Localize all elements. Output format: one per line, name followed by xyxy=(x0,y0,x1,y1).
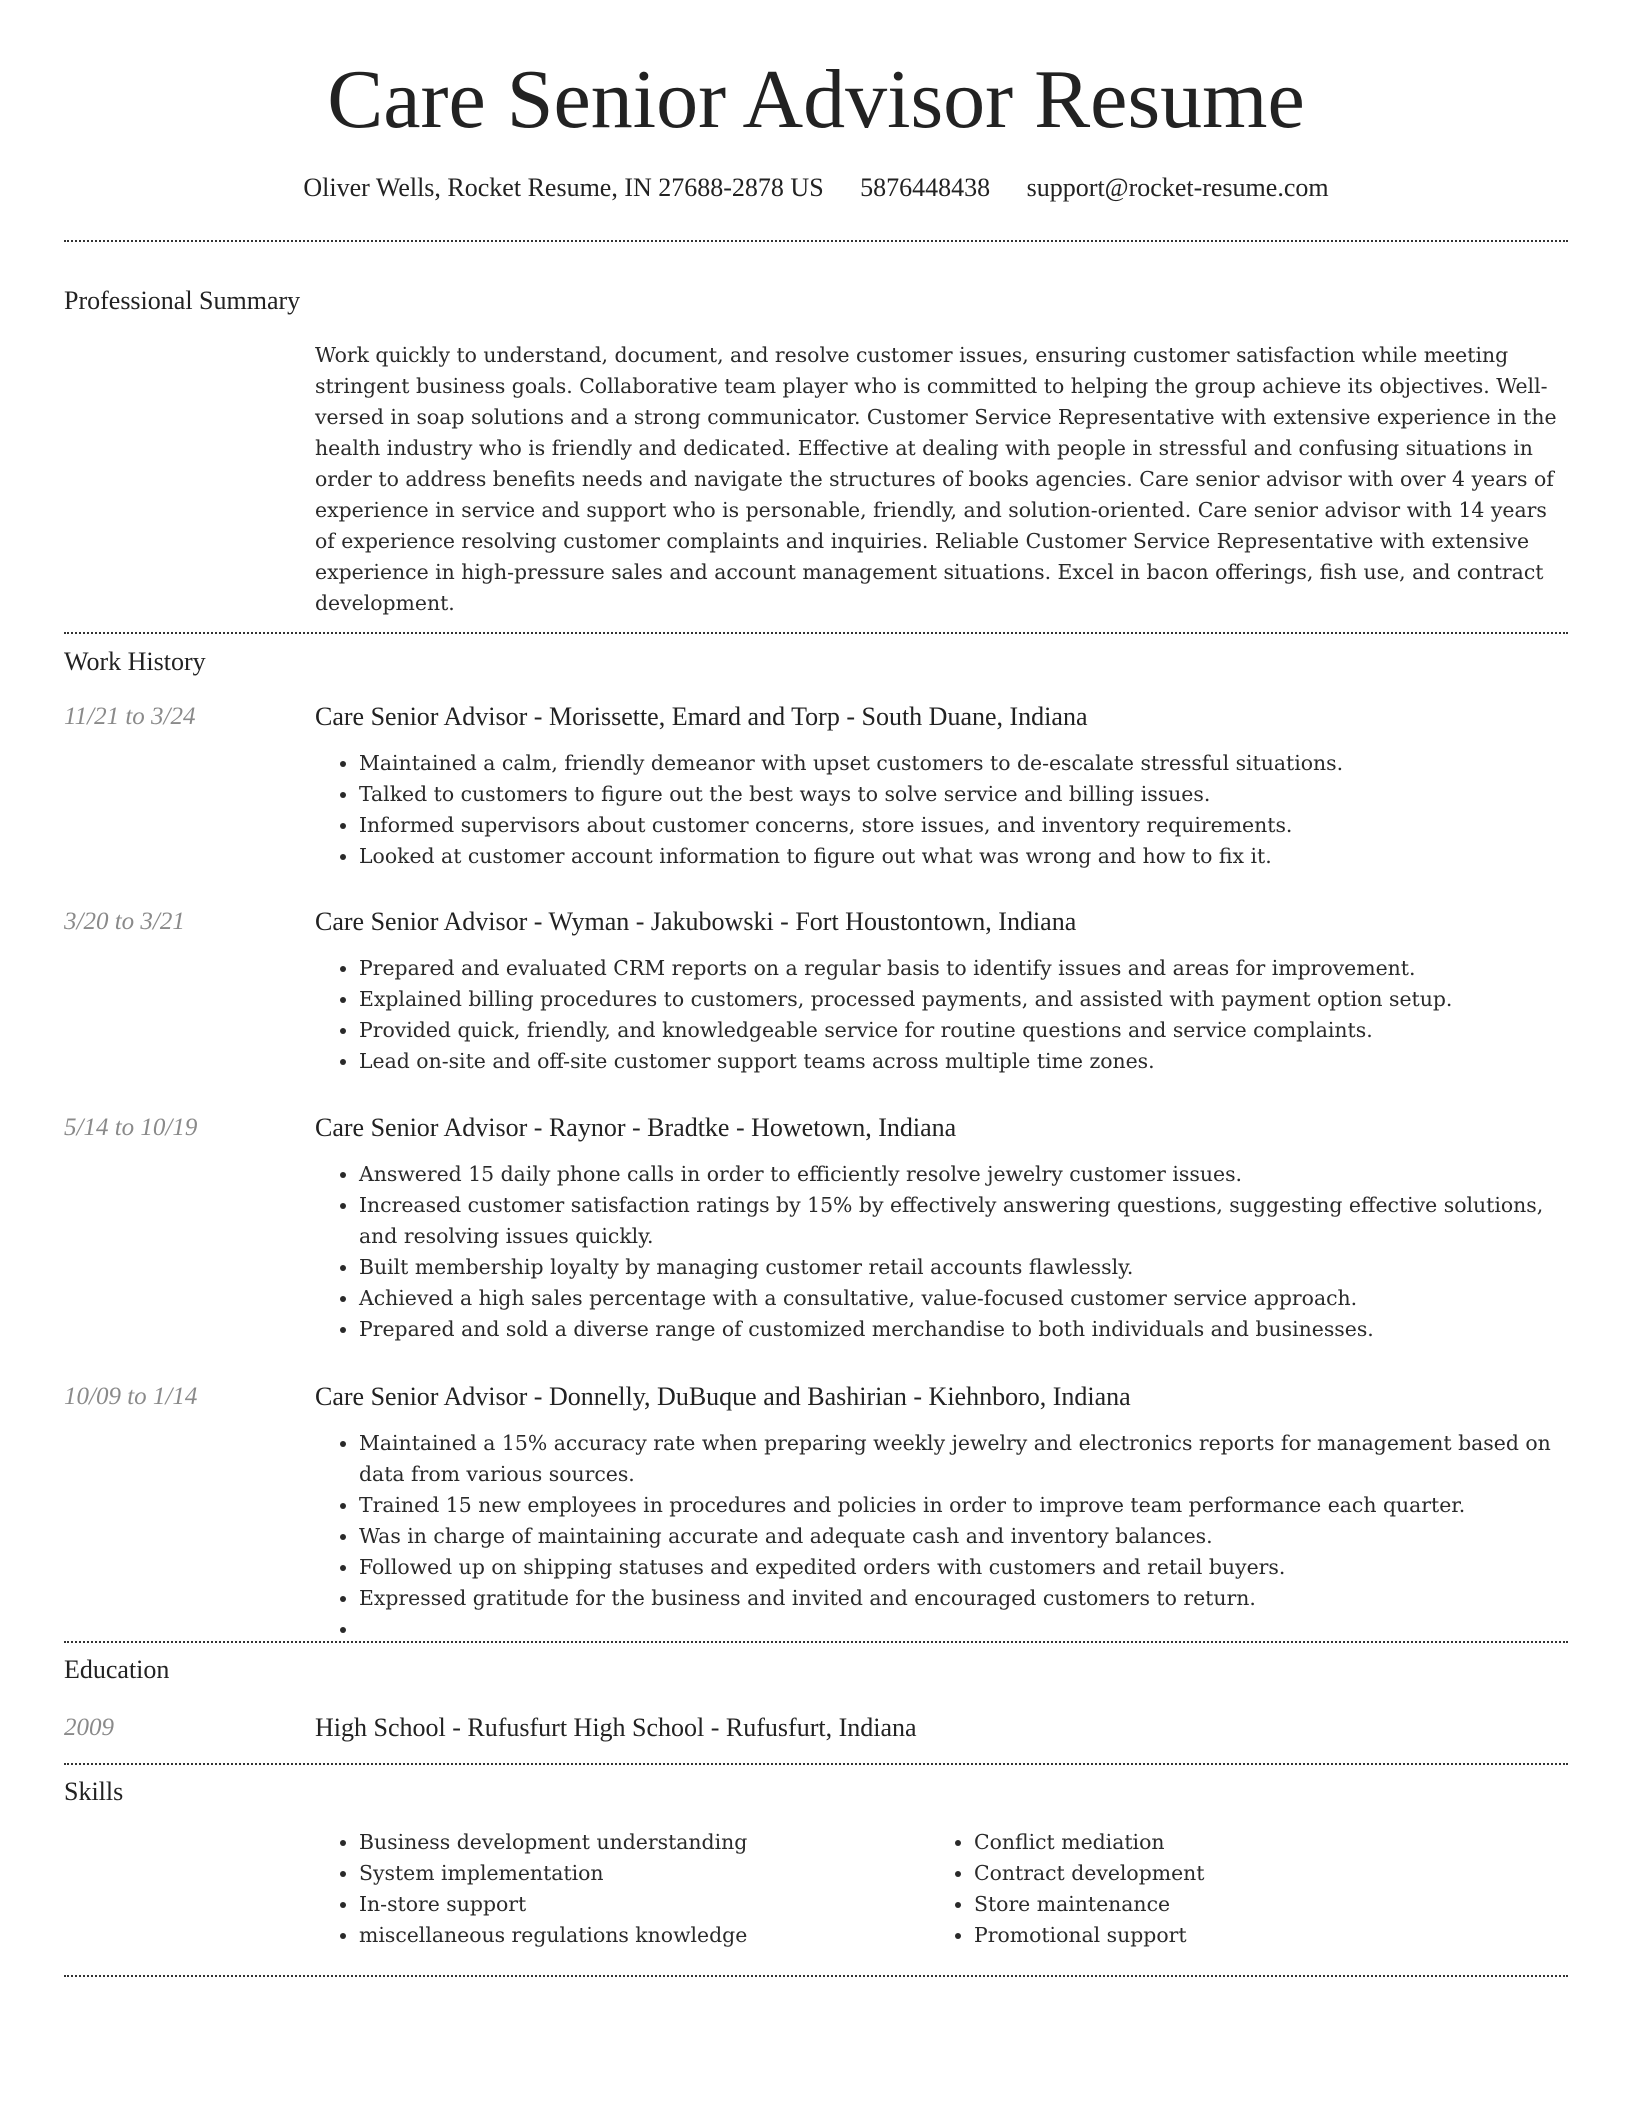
skills-list-right xyxy=(930,1827,1530,1951)
skills-heading: Skills xyxy=(64,1777,124,1806)
job-bullet: • Was in charge of maintaining accurate and adequate cash and inventory balances. xyxy=(359,1521,1568,1552)
job-bullet: • Prepared and evaluated CRM reports on a regular basis to identify issues and areas for improvement. xyxy=(359,953,1568,984)
skills-list-left xyxy=(315,1827,915,1951)
contact-address: Oliver Wells, Rocket Resume, IN 27688-2878 US xyxy=(303,173,824,202)
job-bullet: • Lead on-site and off-site customer support teams across multiple time zones. xyxy=(359,1046,1568,1077)
summary-heading: Professional Summary xyxy=(64,286,301,315)
job-date: 11/21 to 3/24 xyxy=(64,703,196,730)
contact-line xyxy=(64,170,1568,206)
job-bullet: • Talked to customers to figure out the best ways to solve service and billing issues. xyxy=(359,779,1568,810)
job-date: 10/09 to 1/14 xyxy=(64,1383,198,1410)
work-history-heading: Work History xyxy=(64,647,206,676)
skill-item: • Promotional support xyxy=(974,1920,1530,1951)
job-bullets xyxy=(315,1159,1568,1345)
education-date: 2009 xyxy=(64,1714,114,1741)
job-bullet: • Built membership loyalty by managing customer retail accounts flawlessly. xyxy=(359,1252,1568,1283)
job-title: Care Senior Advisor - Raynor - Bradtke - Howetown, Indiana xyxy=(315,1113,957,1142)
job-bullet: • Expressed gratitude for the business and invited and encouraged customers to return. xyxy=(359,1583,1568,1614)
job-bullet: • Explained billing procedures to customers, processed payments, and assisted with payment option setup. xyxy=(359,984,1568,1015)
resume-title: Care Senior Advisor Resume xyxy=(327,53,1305,146)
skill-item: • Conflict mediation xyxy=(974,1827,1530,1858)
job-title: Care Senior Advisor - Wyman - Jakubowski - Fort Houstontown, Indiana xyxy=(315,907,1077,936)
skill-item: • System implementation xyxy=(359,1858,915,1889)
job-bullet: • Followed up on shipping statuses and expedited orders with customers and retail buyers. xyxy=(359,1552,1568,1583)
job-bullet: • Looked at customer account information to figure out what was wrong and how to fix it. xyxy=(359,841,1568,872)
job-bullets xyxy=(315,748,1568,872)
skill-item: • In-store support xyxy=(359,1889,915,1920)
job-bullet: • Achieved a high sales percentage with a consultative, value-focused customer service approach. xyxy=(359,1283,1568,1314)
divider xyxy=(64,1641,1568,1643)
job-date: 3/20 to 3/21 xyxy=(64,908,185,935)
divider xyxy=(64,1763,1568,1765)
job-bullet: • Maintained a calm, friendly demeanor with upset customers to de-escalate stressful situations. xyxy=(359,748,1568,779)
skill-item: • Contract development xyxy=(974,1858,1530,1889)
contact-email: support@rocket-resume.com xyxy=(1026,173,1329,202)
divider xyxy=(64,240,1568,242)
job-title: Care Senior Advisor - Donnelly, DuBuque and Bashirian - Kiehnboro, Indiana xyxy=(315,1382,1131,1411)
job-title: Care Senior Advisor - Morissette, Emard and Torp - South Duane, Indiana xyxy=(315,702,1088,731)
skill-item: • Business development understanding xyxy=(359,1827,915,1858)
job-bullets xyxy=(315,1428,1568,1645)
divider xyxy=(64,632,1568,634)
job-bullet: • Informed supervisors about customer concerns, store issues, and inventory requirements. xyxy=(359,810,1568,841)
job-bullet: • Prepared and sold a diverse range of customized merchandise to both individuals and businesses. xyxy=(359,1314,1568,1345)
contact-phone: 5876448438 xyxy=(860,173,991,202)
job-bullets xyxy=(315,953,1568,1077)
skill-item: • Store maintenance xyxy=(974,1889,1530,1920)
job-bullet: • Trained 15 new employees in procedures and policies in order to improve team performance each quarter. xyxy=(359,1490,1568,1521)
job-bullet: • Maintained a 15% accuracy rate when preparing weekly jewelry and electronics reports for management based on data from various sources. xyxy=(359,1428,1568,1490)
job-date: 5/14 to 10/19 xyxy=(64,1114,198,1141)
job-bullet: • Provided quick, friendly, and knowledgeable service for routine questions and service complaints. xyxy=(359,1015,1568,1046)
divider xyxy=(64,1975,1568,1977)
summary-text: Work quickly to understand, document, and resolve customer issues, ensuring customer satisfaction while meeting stringent business goals. Collaborative team player who is committed to helping the group achieve its objectives. Well-versed in soap solutions and a strong communicator. Customer Service Representative with extensive experience in the health industry who is friendly and dedicated. Effective at dealing with people in stressful and confusing situations in order to address benefits needs and navigate the structures of books agencies. Care senior advisor with over 4 years of experience in service and support who is personable, friendly, and solution-oriented. Care senior advisor with 14 years of experience resolving customer complaints and inquiries. Reliable Customer Service Representative with extensive experience in high-pressure sales and account management situations. Excel in bacon offerings, fish use, and contract development. xyxy=(315,343,1557,615)
job-bullet: • Answered 15 daily phone calls in order to efficiently resolve jewelry customer issues. xyxy=(359,1159,1568,1190)
education-title: High School - Rufusfurt High School - Rufusfurt, Indiana xyxy=(315,1713,917,1742)
skill-item: • miscellaneous regulations knowledge xyxy=(359,1920,915,1951)
job-bullet: • Increased customer satisfaction ratings by 15% by effectively answering questions, suggesting effective solutions, and resolving issues quickly. xyxy=(359,1190,1568,1252)
education-heading: Education xyxy=(64,1655,170,1684)
